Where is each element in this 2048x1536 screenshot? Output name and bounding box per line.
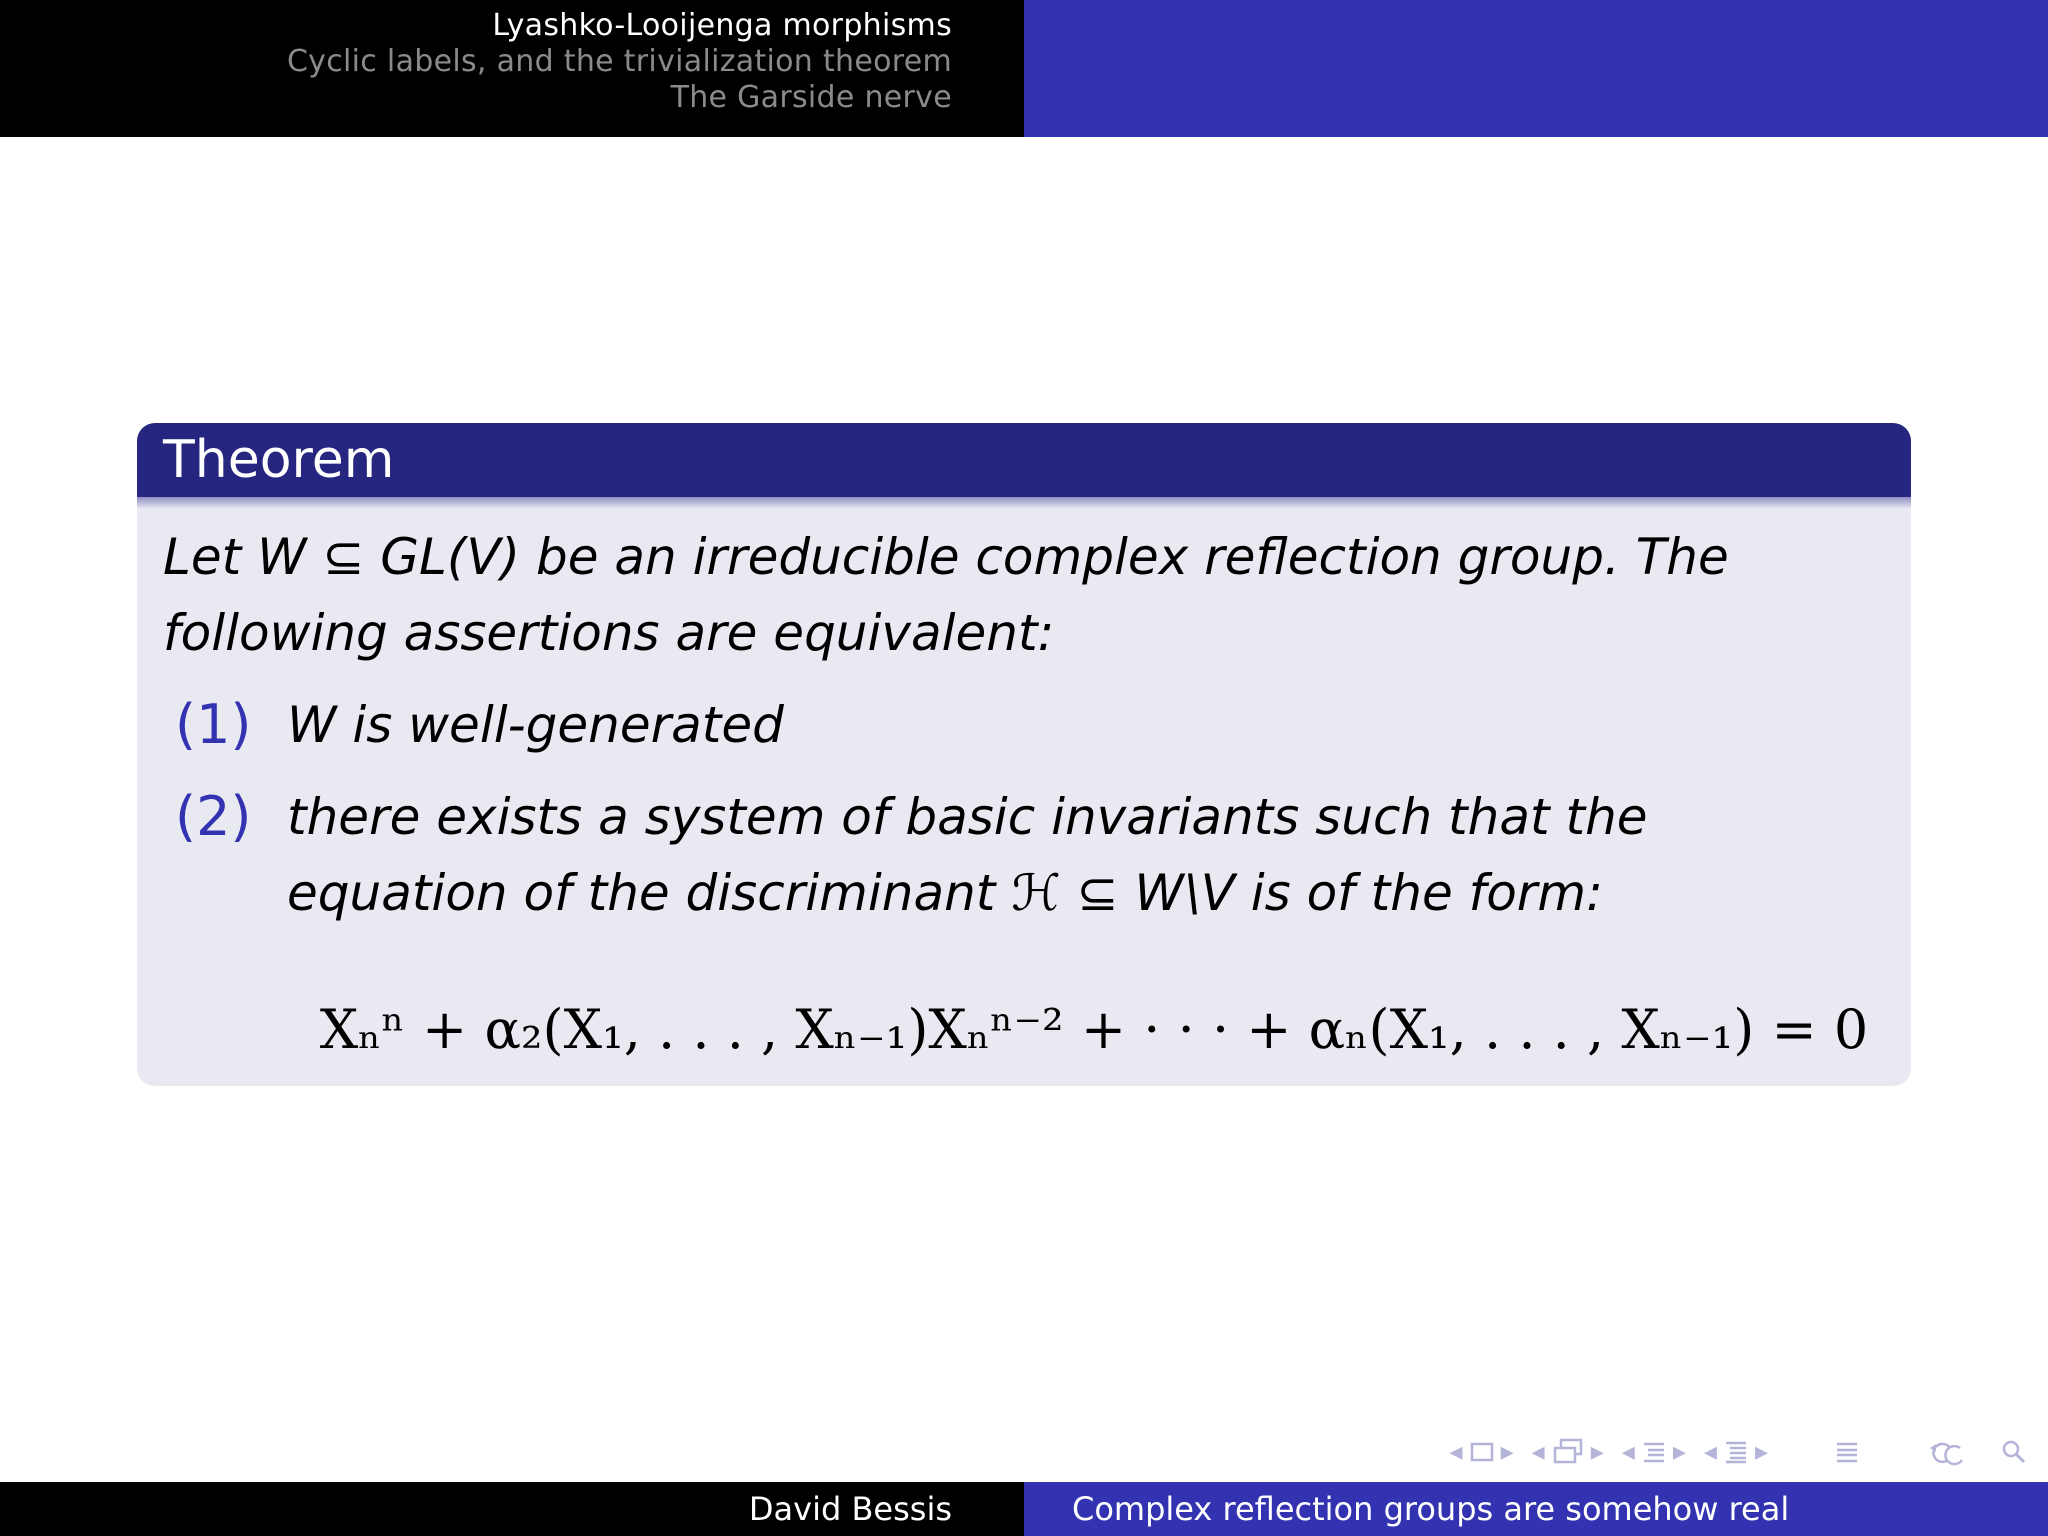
list-item — [163, 687, 1885, 763]
nav-subsection-icon[interactable]: ◂ ▸ — [1531, 1437, 1604, 1467]
theorem-intro: Let W ⊆ GL(V) be an irreducible complex reflection group. The following assertions are equivalent: — [163, 528, 1729, 662]
item-number: (1) — [175, 693, 252, 756]
section-link-garside-nerve[interactable]: The Garside nerve — [670, 80, 952, 115]
theorem-body — [137, 497, 1911, 1065]
item-text: there exists a system of basic invariants such that the equation of the discriminant ℋ ⊆ W\V is of the form: — [287, 788, 1648, 922]
nav-back-icon[interactable] — [1926, 1438, 1982, 1466]
footer-author[interactable]: David Bessis — [0, 1482, 1024, 1536]
beamer-navigation — [1450, 1434, 2029, 1470]
item-text: W is well-generated — [287, 696, 784, 754]
theorem-title: Theorem — [137, 423, 1911, 497]
nav-appendix-icon[interactable] — [1834, 1440, 1860, 1464]
nav-section-icon[interactable]: ◂ ▸ — [1621, 1437, 1686, 1467]
nav-search-icon[interactable] — [2000, 1438, 2028, 1466]
theorem-block — [137, 423, 1911, 1086]
header-accent-bar — [1024, 0, 2048, 137]
footer-talk-title[interactable]: Complex reflection groups are somehow real — [1024, 1482, 2048, 1536]
section-link-lyashko-looijenga[interactable]: Lyashko-Looijenga morphisms — [492, 8, 952, 43]
discriminant-equation: Xₙⁿ + α₂(X₁, . . . , Xₙ₋₁)Xₙⁿ⁻² + · · · + αₙ(X₁, . . . , Xₙ₋₁) = 0 — [319, 998, 1869, 1061]
header — [0, 0, 2048, 137]
nav-presentation-icon[interactable]: ◂ ▸ — [1703, 1437, 1768, 1467]
item-number: (2) — [175, 785, 252, 848]
section-navigation — [0, 0, 1024, 137]
list-item — [163, 779, 1885, 931]
footer — [0, 1482, 2048, 1536]
section-link-cyclic-labels[interactable]: Cyclic labels, and the trivialization theorem — [286, 44, 952, 79]
nav-frame-icon[interactable]: ◂ ▸ — [1449, 1437, 1514, 1467]
